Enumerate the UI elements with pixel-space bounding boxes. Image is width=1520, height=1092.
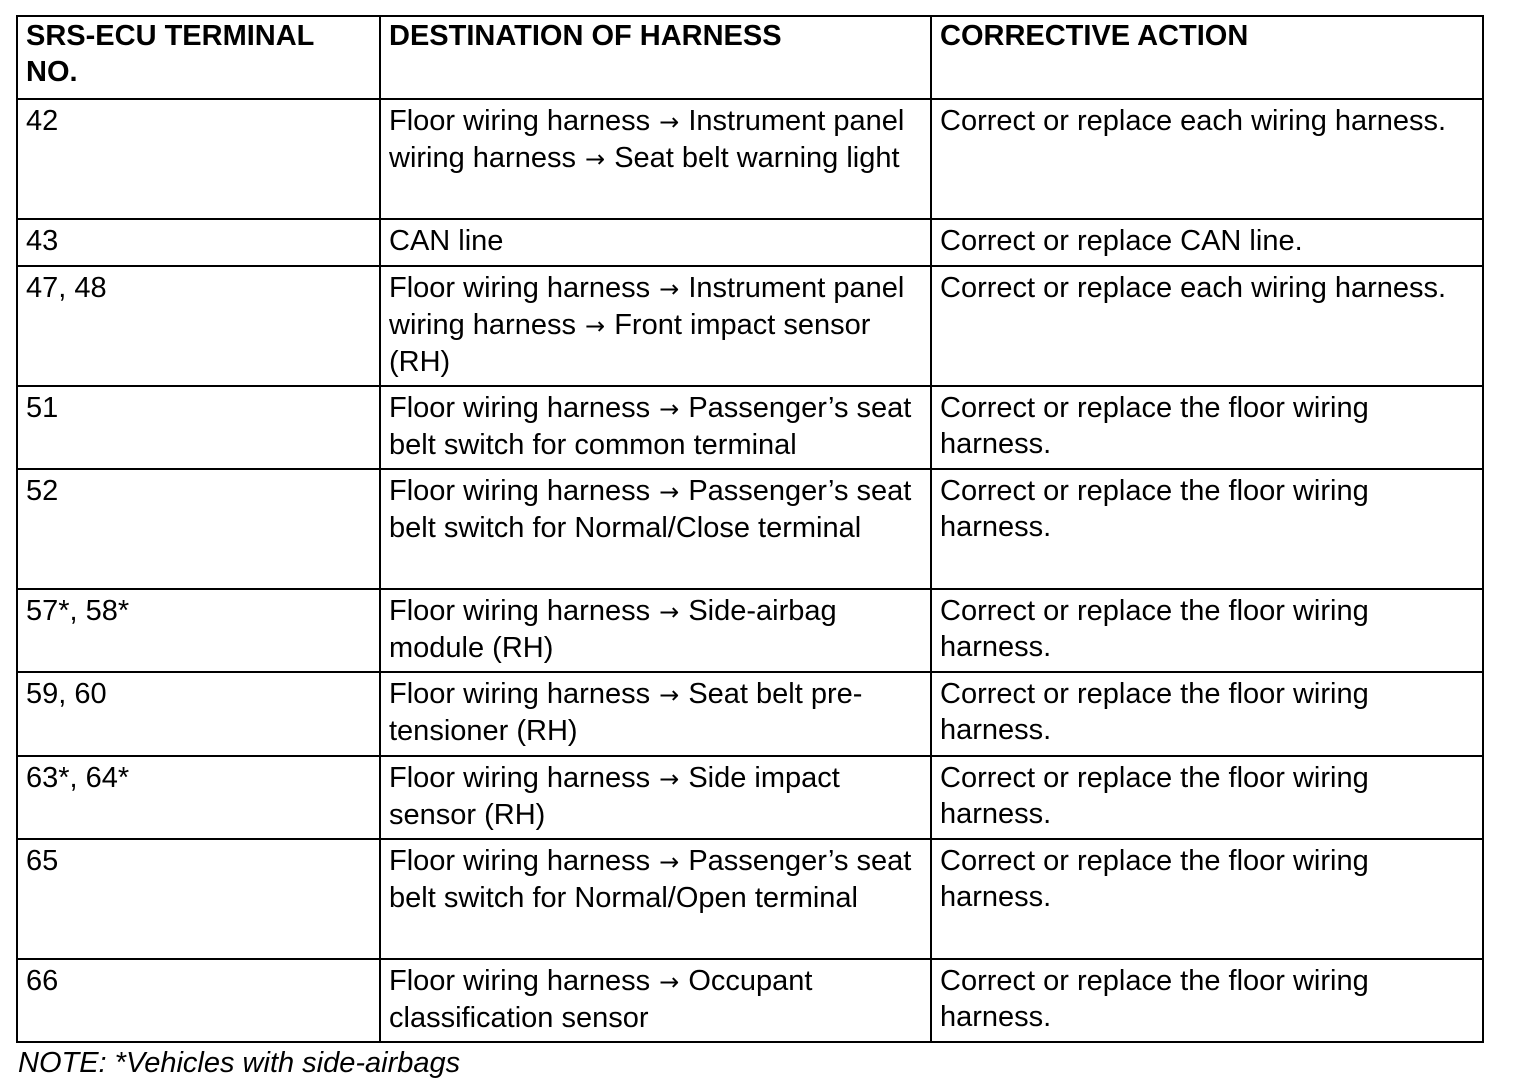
destination-cell: Floor wiring harness → Side impact sensor (RH) (380, 756, 931, 839)
right-arrow-icon: → (659, 765, 680, 793)
right-arrow-icon: → (585, 312, 606, 340)
terminal-cell: 63*, 64* (17, 756, 380, 839)
table-row (17, 266, 1483, 386)
action-cell: Correct or replace the floor wiring harness. (931, 756, 1483, 839)
header-destination: DESTINATION OF HARNESS (380, 16, 931, 99)
table-row (17, 839, 1483, 959)
destination-cell: Floor wiring harness → Occupant classification sensor (380, 959, 931, 1042)
table-row (17, 99, 1483, 219)
terminal-cell: 47, 48 (17, 266, 380, 386)
harness-table (16, 15, 1484, 1043)
terminal-cell: 52 (17, 469, 380, 589)
terminal-cell: 51 (17, 386, 380, 469)
action-cell: Correct or replace the floor wiring harness. (931, 589, 1483, 672)
destination-cell: Floor wiring harness → Passenger’s seat belt switch for Normal/Close terminal (380, 469, 931, 589)
terminal-cell: 43 (17, 219, 380, 266)
destination-cell: Floor wiring harness → Instrument panel wiring harness → Seat belt warning light (380, 99, 931, 219)
destination-cell: CAN line (380, 219, 931, 266)
harness-table-container (16, 15, 1482, 1043)
table-header-row (17, 16, 1483, 99)
destination-cell: Floor wiring harness → Side-airbag module (RH) (380, 589, 931, 672)
table-row (17, 589, 1483, 672)
table-row (17, 219, 1483, 266)
terminal-cell: 57*, 58* (17, 589, 380, 672)
right-arrow-icon: → (659, 848, 680, 876)
destination-cell: Floor wiring harness → Instrument panel wiring harness → Front impact sensor (RH) (380, 266, 931, 386)
right-arrow-icon: → (659, 108, 680, 136)
table-row (17, 672, 1483, 756)
right-arrow-icon: → (659, 478, 680, 506)
action-cell: Correct or replace the floor wiring harness. (931, 959, 1483, 1042)
right-arrow-icon: → (659, 275, 680, 303)
destination-cell: Floor wiring harness → Seat belt pre-tensioner (RH) (380, 672, 931, 756)
action-cell: Correct or replace the floor wiring harness. (931, 469, 1483, 589)
table-row (17, 469, 1483, 589)
right-arrow-icon: → (585, 145, 606, 173)
right-arrow-icon: → (659, 681, 680, 709)
terminal-cell: 42 (17, 99, 380, 219)
header-terminal-no: SRS-ECU TERMINAL NO. (17, 16, 380, 99)
destination-cell: Floor wiring harness → Passenger’s seat belt switch for Normal/Open terminal (380, 839, 931, 959)
right-arrow-icon: → (659, 598, 680, 626)
right-arrow-icon: → (659, 395, 680, 423)
action-cell: Correct or replace CAN line. (931, 219, 1483, 266)
terminal-cell: 59, 60 (17, 672, 380, 756)
destination-cell: Floor wiring harness → Passenger’s seat belt switch for common terminal (380, 386, 931, 469)
table-row (17, 959, 1483, 1042)
action-cell: Correct or replace the floor wiring harness. (931, 839, 1483, 959)
table-row (17, 756, 1483, 839)
header-corrective-action: CORRECTIVE ACTION (931, 16, 1483, 99)
action-cell: Correct or replace each wiring harness. (931, 266, 1483, 386)
right-arrow-icon: → (659, 968, 680, 996)
footnote: NOTE: *Vehicles with side-airbags (18, 1047, 461, 1079)
action-cell: Correct or replace the floor wiring harness. (931, 386, 1483, 469)
terminal-cell: 65 (17, 839, 380, 959)
action-cell: Correct or replace each wiring harness. (931, 99, 1483, 219)
terminal-cell: 66 (17, 959, 380, 1042)
action-cell: Correct or replace the floor wiring harness. (931, 672, 1483, 756)
table-row (17, 386, 1483, 469)
